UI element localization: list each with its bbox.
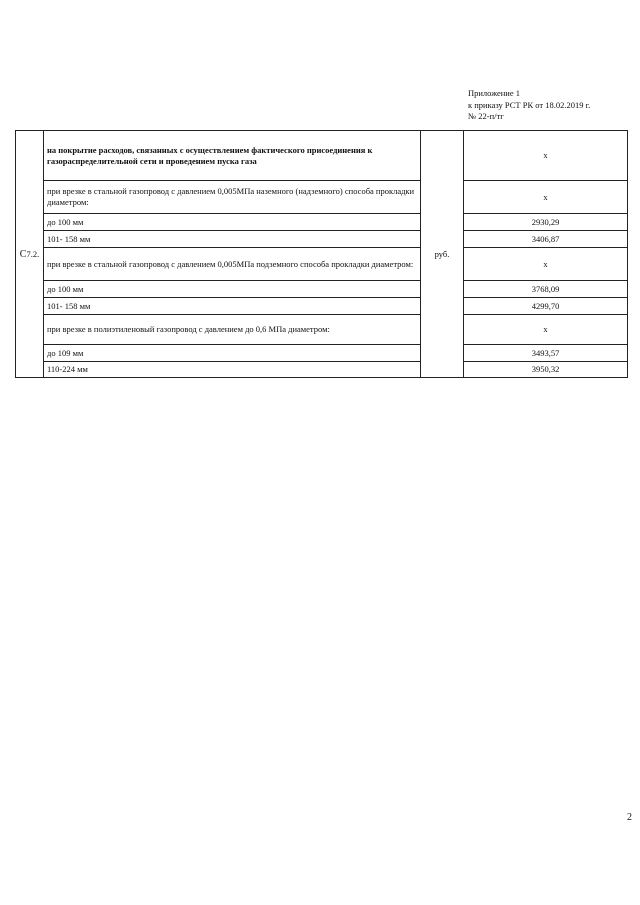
row-value: 3406,87 bbox=[464, 231, 628, 248]
table-row bbox=[16, 345, 628, 362]
row-value: 4299,70 bbox=[464, 298, 628, 315]
appendix-title: Приложение 1 bbox=[468, 88, 520, 98]
row-description: до 100 мм bbox=[44, 214, 421, 231]
row-description: 101- 158 мм bbox=[44, 231, 421, 248]
row-description: 101- 158 мм bbox=[44, 298, 421, 315]
row-value: х bbox=[464, 181, 628, 214]
table-row bbox=[16, 315, 628, 345]
table-row bbox=[16, 231, 628, 248]
table-row bbox=[16, 248, 628, 281]
service-code: С7.2. bbox=[16, 131, 44, 378]
row-description: до 100 мм bbox=[44, 281, 421, 298]
row-description: при врезке в полиэтиленовый газопровод с давлением до 0,6 МПа диаметром: bbox=[44, 315, 421, 345]
row-value: 2930,29 bbox=[464, 214, 628, 231]
row-value: 3950,32 bbox=[464, 362, 628, 378]
appendix-note bbox=[468, 88, 590, 123]
row-description: при врезке в стальной газопровод с давлением 0,005МПа наземного (надземного) способа прокладки диаметром: bbox=[44, 181, 421, 214]
row-description: 110-224 мм bbox=[44, 362, 421, 378]
unit-of-measure: руб. bbox=[421, 131, 464, 378]
page-number: 2 bbox=[627, 812, 632, 823]
row-description: при врезке в стальной газопровод с давлением 0,005МПа подземного способа прокладки диаметром: bbox=[44, 248, 421, 281]
order-reference: к приказу РСТ РК от 18.02.2019 г. bbox=[468, 99, 591, 110]
row-value: х bbox=[464, 248, 628, 281]
row-value: 3493,57 bbox=[464, 345, 628, 362]
table-row bbox=[16, 214, 628, 231]
row-value: х bbox=[464, 315, 628, 345]
order-number: № 22-п/тг bbox=[468, 111, 504, 121]
table-row bbox=[16, 362, 628, 378]
table-row bbox=[16, 281, 628, 298]
row-description: на покрытие расходов, связанных с осуществлением фактического присоединения к газораспределительной сети и проведением пуска газа bbox=[44, 131, 421, 181]
row-value: х bbox=[464, 131, 628, 181]
row-description: до 109 мм bbox=[44, 345, 421, 362]
table-row bbox=[16, 298, 628, 315]
row-value: 3768,09 bbox=[464, 281, 628, 298]
table-row bbox=[16, 131, 628, 181]
tariff-table bbox=[15, 130, 628, 378]
table-row bbox=[16, 181, 628, 214]
